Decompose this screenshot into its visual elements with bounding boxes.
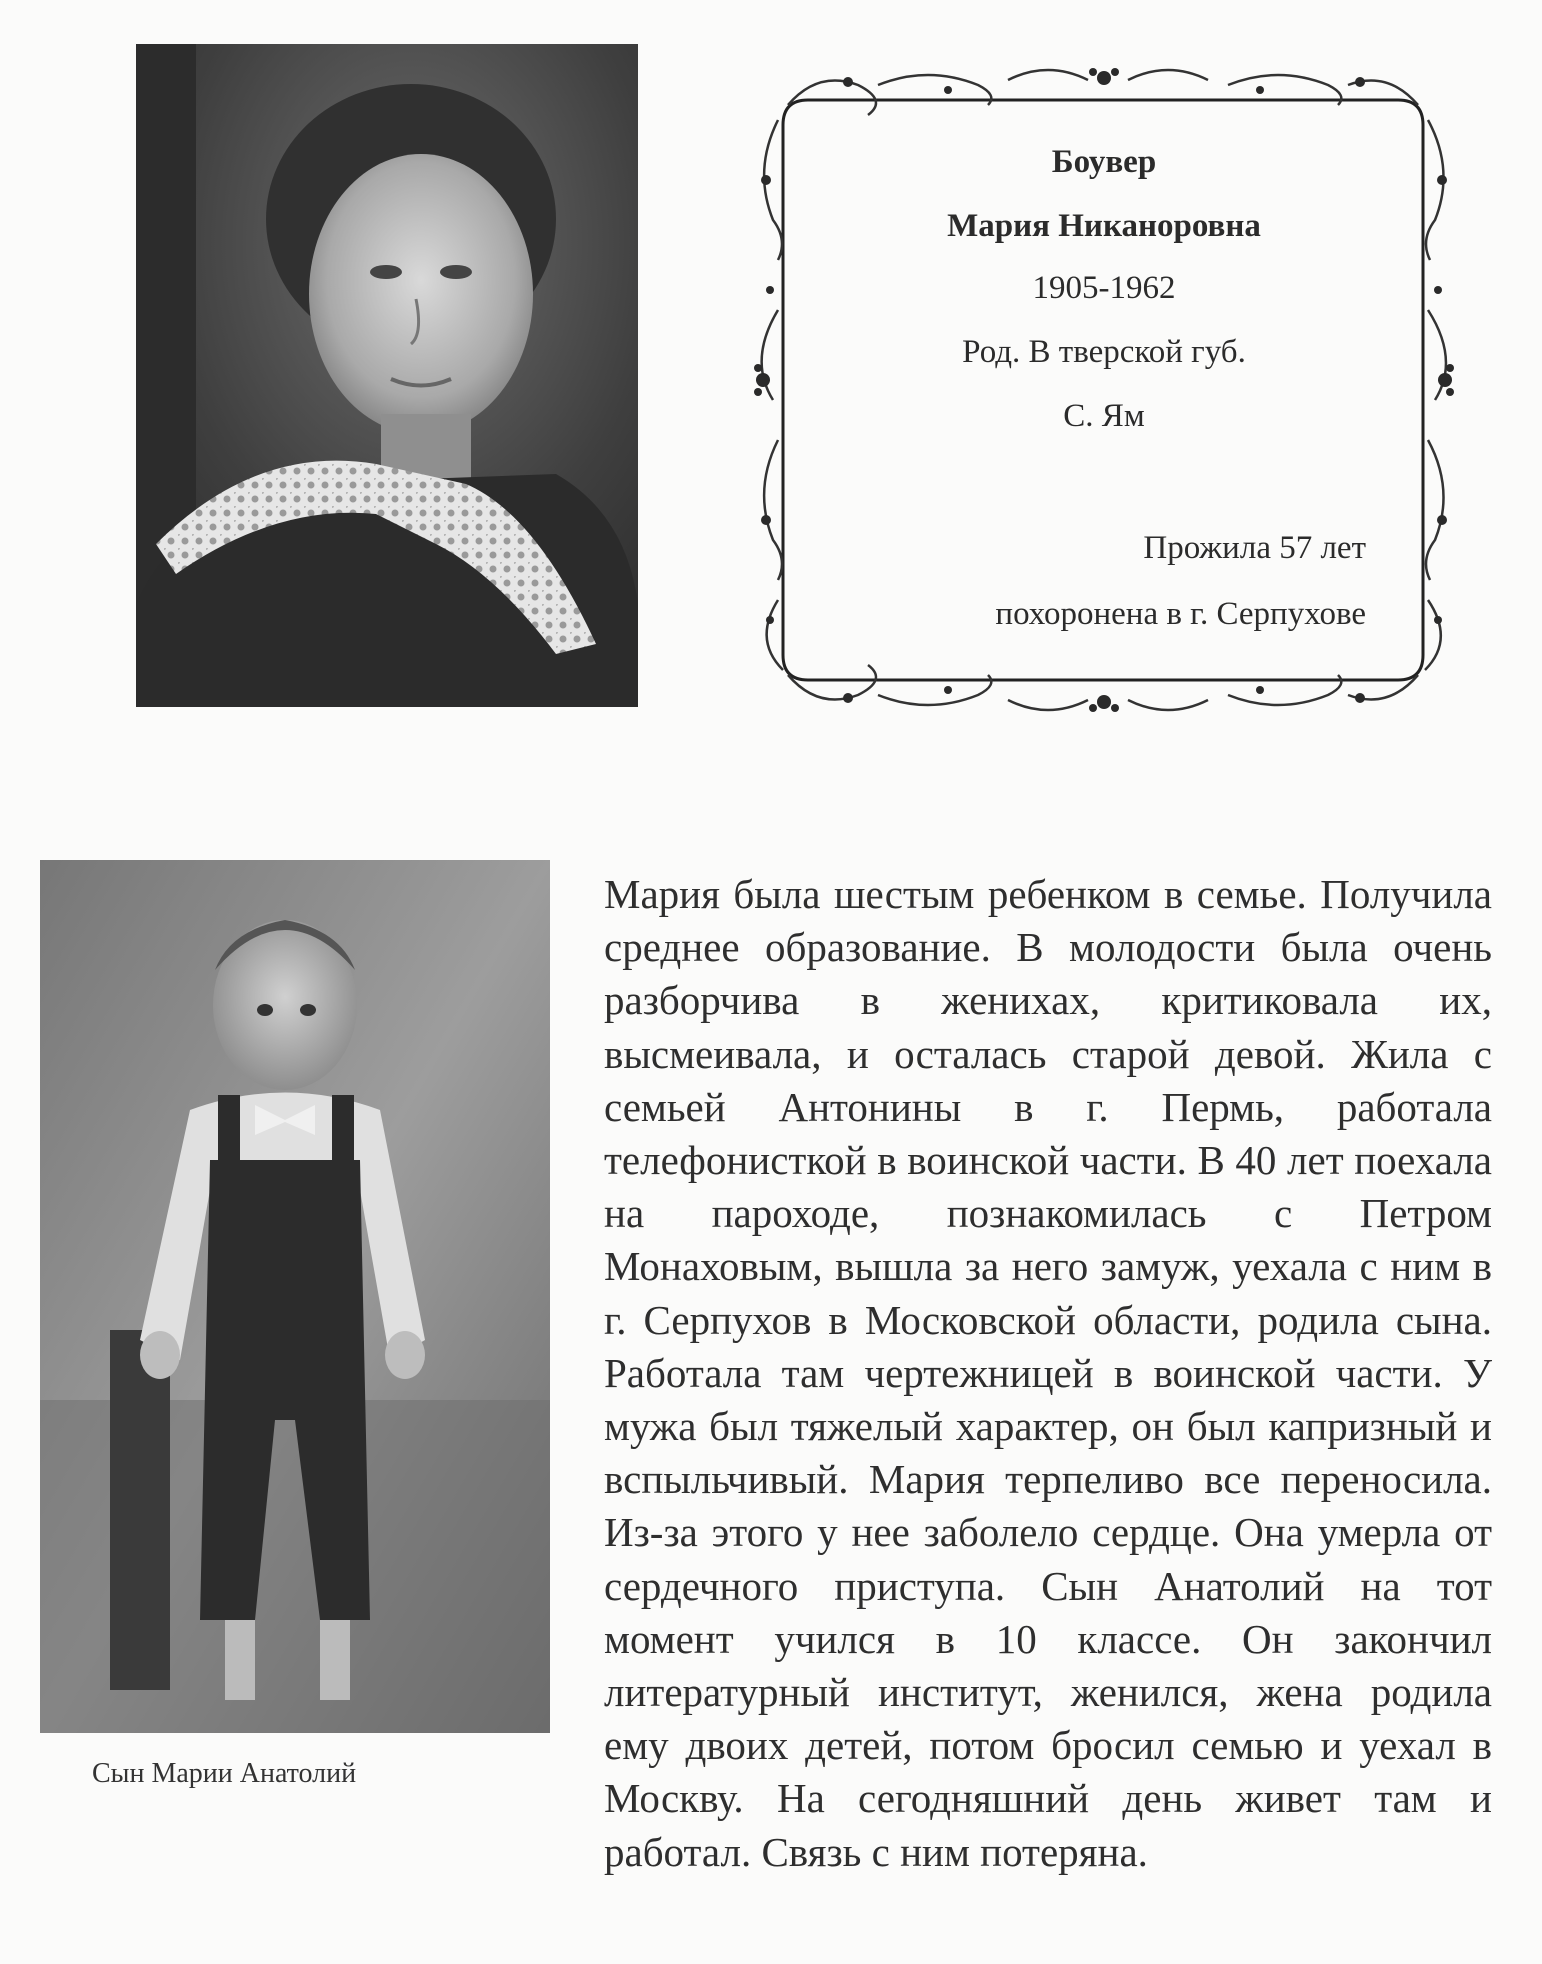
photo-anatoly — [40, 860, 550, 1733]
boy-photo-caption: Сын Марии Анатолий — [92, 1758, 357, 1789]
portrait-boy-image — [40, 860, 550, 1733]
ornamental-info-card — [748, 60, 1460, 720]
card-village: С. Ям — [1063, 398, 1145, 434]
card-given-names: Мария Никаноровна — [947, 208, 1261, 244]
card-surname: Боувер — [1051, 144, 1157, 180]
biography-text: Мария была шестым ребенком в семье. Получила среднее образование. В молодости была очень разборчива в женихах, критиковала их, высмеивала, и осталась старой девой. Жила с семьей Антонины в г. Пермь, работала телефонисткой в воинской части. В 40 лет поехала на пароходе, познакомилась с Петром Монаховым, вышла за него замуж, уехала с ним в г. Серпухов в Московской области, родила сына. Работала там чертежницей в воинской части. У мужа был тяжелый характер, он был капризный и вспыльчивый. Мария терпеливо все переносила. Из-за этого у нее заболело сердце. Она умерла от сердечного приступа. Сын Анатолий на тот момент учился в 10 классе. Он закончил литературный институт, женился, жена родила ему двоих детей, потом бросил семью и уехал в Москву. На сегодняшний день живет там и работал. Связь с ним потеряна. — [604, 871, 1492, 1875]
card-birthplace: Род. В тверской губ. — [962, 334, 1246, 370]
card-years: 1905-1962 — [1032, 270, 1176, 306]
photo-maria — [136, 44, 638, 707]
card-text — [748, 60, 1460, 720]
portrait-woman-image — [136, 44, 638, 707]
card-buried: похоронена в г. Серпухове — [995, 596, 1366, 632]
card-lived: Прожила 57 лет — [1143, 530, 1366, 566]
